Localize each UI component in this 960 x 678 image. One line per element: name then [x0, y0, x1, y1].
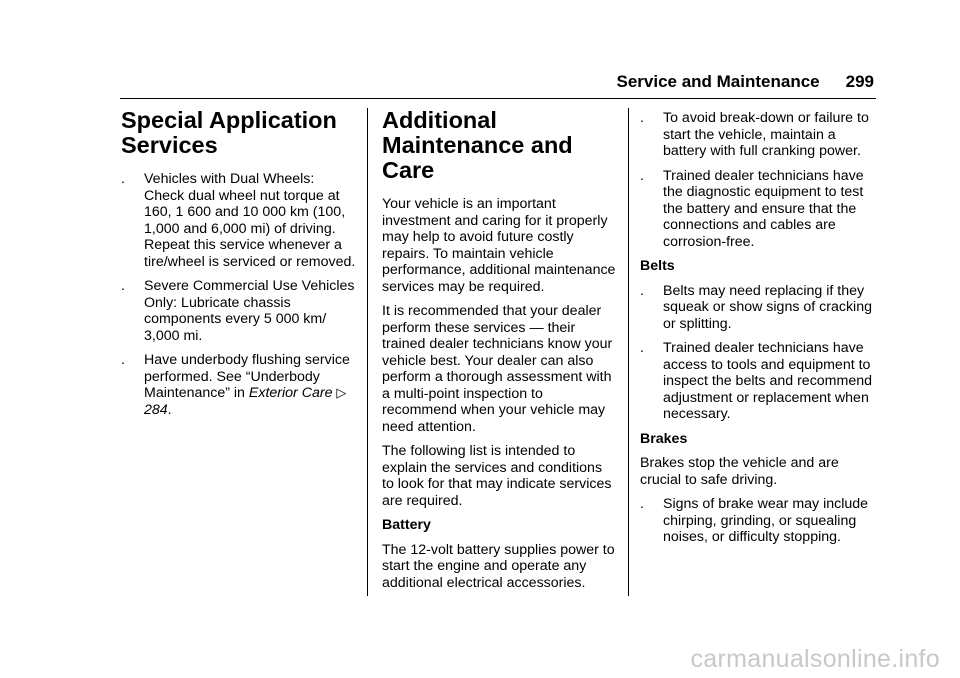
watermark: carmanualsonline.info [690, 645, 940, 673]
list-item [121, 171, 357, 270]
bullet-marker: . [640, 496, 644, 512]
page-reference-number[interactable]: 284 [144, 401, 168, 418]
brakes-paragraph: Brakes stop the vehicle and are crucial to safe driving. [640, 455, 839, 488]
column-divider-2 [628, 108, 629, 596]
paragraph: Your vehicle is an important investment and caring for it properly may help to avoid future costly repairs. To maintain vehicle performance, additional maintenance services may be required. [382, 196, 616, 295]
column-1 [121, 108, 357, 426]
section-title: Service and Maintenance [616, 72, 820, 91]
bullet-text: Trained dealer technicians have access to tools and equipment to inspect the belts and recommend adjustment or replacement when necessary. [663, 340, 872, 422]
bullet-marker: . [121, 278, 125, 294]
belts-heading: Belts [640, 258, 675, 274]
bullet-marker: . [121, 171, 125, 187]
list-item [121, 352, 357, 418]
list-item [640, 283, 880, 333]
bullet-marker: . [640, 340, 644, 356]
exterior-care-link[interactable]: Exterior Care [248, 385, 333, 401]
additional-maintenance-heading: Additional Maintenance and Care [382, 107, 573, 183]
page-header [0, 72, 874, 92]
bullet-text: Severe Commercial Use Vehicles Only: Lubricate chassis components every 5 000 km/ 3,000 mi. [144, 278, 355, 344]
bullet-text: Vehicles with Dual Wheels: Check dual wheel nut torque at 160, 1 600 and 10 000 km (100, 1,000 and 6,000 mi) of driving. Repeat this service whenever a tire/wheel is serviced or removed. [144, 171, 356, 270]
column-divider-1 [367, 108, 368, 596]
bullet-text: Have underbody flushing service performed. See “Underbody Maintenance” in [144, 352, 350, 401]
bullet-text: Signs of brake wear may include chirping, grinding, or squealing noises, or difficulty stopping. [663, 496, 869, 545]
page-number: 299 [845, 72, 874, 91]
header-rule [120, 98, 876, 99]
special-application-heading: Special Application Services [121, 107, 337, 158]
list-item [121, 278, 357, 344]
bullet-marker: . [640, 282, 644, 299]
bullet-text: Trained dealer technicians have the diagnostic equipment to test the battery and ensure that the connections and cables are corrosion-free. [663, 167, 864, 250]
list-item [640, 496, 880, 546]
list-item [640, 340, 880, 423]
bullet-end: . [167, 401, 172, 418]
bullet-marker: . [640, 110, 644, 126]
bullet-marker: . [640, 167, 644, 184]
column-3 [640, 110, 880, 554]
paragraph: The following list is intended to explain the services and conditions to look for that may indicate services are required. [382, 443, 612, 509]
bullet-text: To avoid break-down or failure to start the vehicle, maintain a battery with full cranking power. [663, 110, 869, 159]
battery-heading: Battery [382, 517, 431, 533]
list-item [640, 110, 880, 160]
paragraph: It is recommended that your dealer perform these services — their trained dealer technicians know your vehicle best. Your dealer can also perform a thorough assessment with a multi-point inspection to recommend when your vehicle may need attention. [382, 303, 613, 435]
brakes-heading: Brakes [640, 430, 688, 447]
column-2 [382, 108, 617, 599]
battery-paragraph: The 12-volt battery supplies power to start the engine and operate any additional electrical accessories. [382, 541, 615, 591]
bullet-text: Belts may need replacing if they squeak or show signs of cracking or splitting. [663, 282, 872, 332]
page-reference-icon: ▷ [336, 385, 347, 400]
bullet-marker: . [121, 352, 125, 368]
list-item [640, 168, 880, 251]
